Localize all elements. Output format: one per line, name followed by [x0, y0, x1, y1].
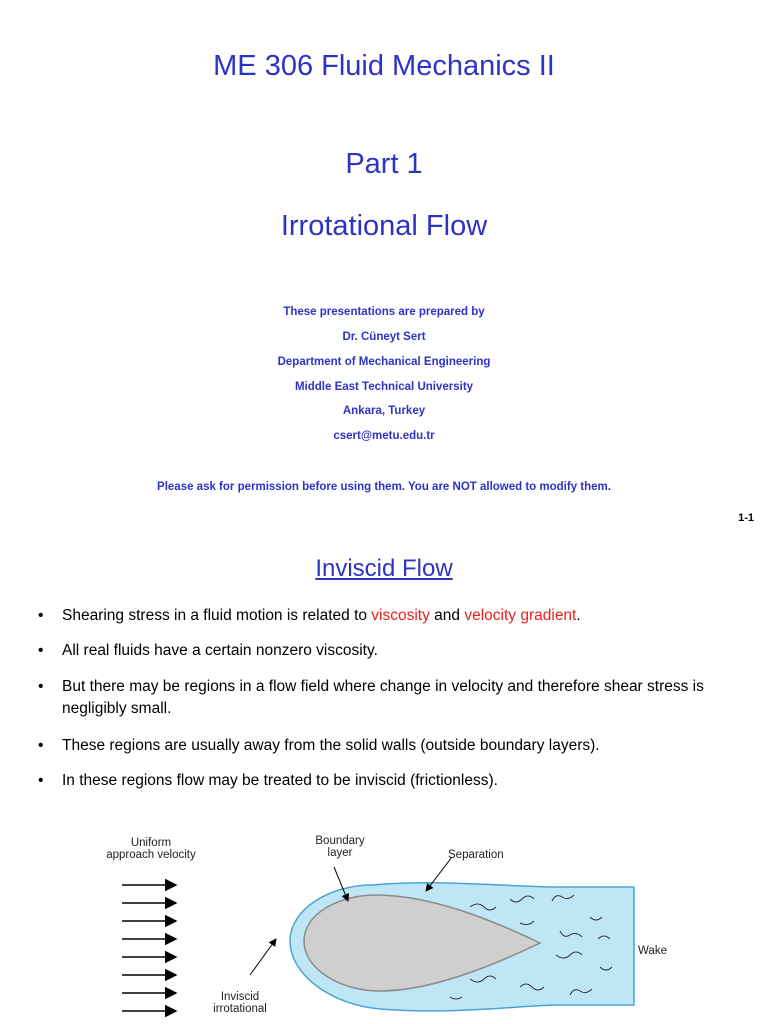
separation-label: Separation	[448, 849, 504, 861]
bullet-dot: •	[38, 607, 44, 624]
boundary-layer-label	[300, 835, 380, 859]
part-title: Part 1	[345, 148, 423, 180]
inviscid-pointer	[250, 939, 276, 975]
highlight-viscosity: viscosity	[371, 607, 430, 624]
page-number: 1-1	[738, 512, 754, 524]
bullet-text	[62, 605, 722, 627]
credits-email: csert@metu.edu.tr	[333, 430, 435, 442]
bullet-text: But there may be regions in a flow field where change in velocity and therefore shear stress is negligibly small.	[62, 678, 704, 717]
inviscid-flow-slide	[0, 537, 768, 1024]
course-title: ME 306 Fluid Mechanics II	[213, 50, 555, 82]
boundary-label-line1: Boundary	[315, 835, 365, 847]
inviscid-label-line1: Inviscid	[220, 991, 260, 1003]
bullet-dot: •	[38, 642, 44, 659]
flow-diagram	[0, 827, 768, 1024]
bullet-dot: •	[38, 737, 44, 754]
bullet-text-part: .	[576, 607, 581, 624]
bullet-text: All real fluids have a certain nonzero viscosity.	[62, 642, 378, 659]
inviscid-label-line2: irrotational	[213, 1003, 267, 1015]
credits-department: Department of Mechanical Engineering	[277, 356, 491, 368]
boundary-label-line2: layer	[327, 847, 353, 859]
topic-title: Irrotational Flow	[280, 210, 488, 242]
wake-label: Wake	[638, 945, 667, 957]
credits-author: Dr. Cüneyt Sert	[342, 331, 426, 343]
uniform-label-line1: Uniform	[130, 837, 172, 849]
uniform-velocity-label	[96, 837, 206, 861]
bullet-text: In these regions flow may be treated to be inviscid (frictionless).	[62, 772, 498, 789]
uniform-label-line2: approach velocity	[106, 849, 196, 861]
bullet-text: These regions are usually away from the solid walls (outside boundary layers).	[62, 737, 600, 754]
slide-title: Inviscid Flow	[315, 555, 453, 582]
permission-note: Please ask for permission before using them. You are NOT allowed to modify them.	[157, 481, 611, 493]
bullet-text-part: and	[429, 607, 465, 624]
highlight-velocity-gradient: velocity gradient	[464, 607, 577, 624]
bullet-dot: •	[38, 772, 44, 789]
velocity-arrows	[122, 885, 176, 1011]
credits-location: Ankara, Turkey	[342, 405, 426, 417]
bullet-text-part: Shearing stress in a fluid motion is related to	[62, 607, 372, 624]
bullet-dot: •	[38, 678, 44, 695]
credits-university: Middle East Technical University	[294, 381, 474, 393]
inviscid-label	[200, 991, 280, 1015]
credits-line: These presentations are prepared by	[283, 306, 485, 318]
